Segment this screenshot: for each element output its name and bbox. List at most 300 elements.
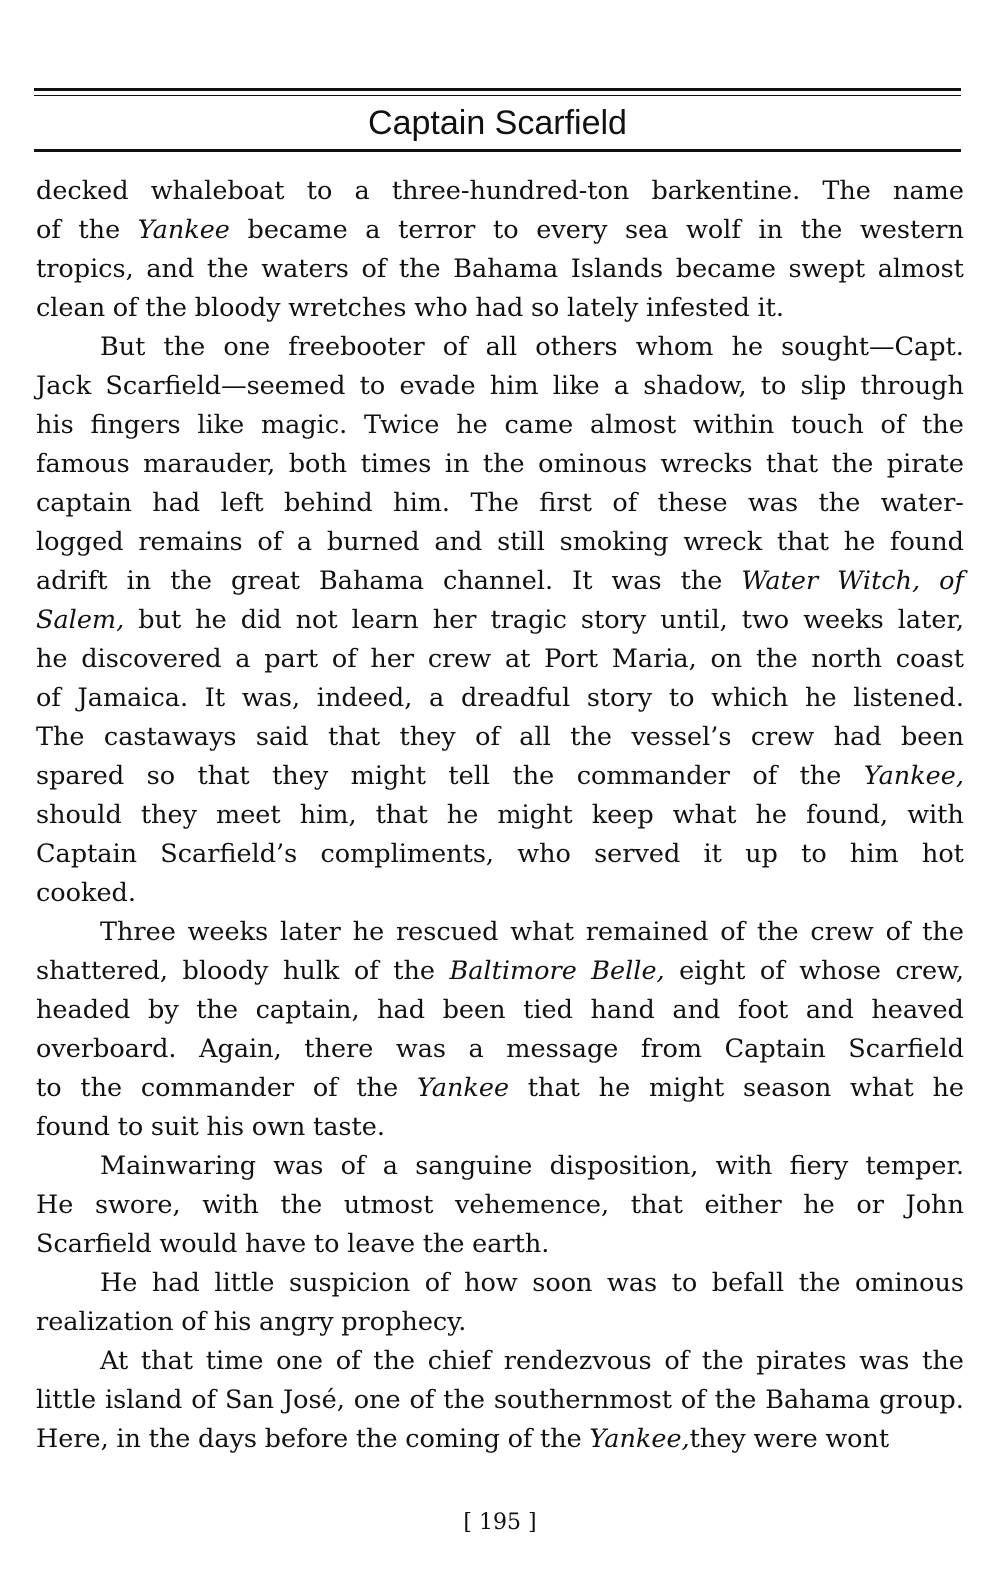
- word: castaways: [103, 722, 237, 752]
- word: suspicion: [288, 1268, 411, 1298]
- word: shadow,: [643, 371, 747, 401]
- word: coming: [405, 1424, 500, 1454]
- word: Belle,: [591, 956, 665, 986]
- word: evade: [399, 371, 476, 401]
- text-line: [36, 718, 964, 757]
- word: of: [720, 917, 746, 947]
- word: to: [668, 683, 695, 713]
- word: José,: [282, 1385, 345, 1415]
- text-line: [36, 1069, 964, 1108]
- word: swept: [788, 254, 866, 284]
- word: to: [306, 176, 333, 206]
- word: was: [747, 488, 799, 518]
- word: to: [359, 371, 386, 401]
- word: The: [36, 722, 85, 752]
- word: through: [860, 371, 964, 401]
- word: became: [247, 215, 348, 245]
- word: days: [198, 1424, 258, 1454]
- word: later,: [897, 605, 964, 635]
- word: sanguine: [415, 1151, 533, 1181]
- word: the: [373, 1346, 415, 1376]
- word: the: [818, 488, 861, 518]
- word: Bahama: [319, 566, 424, 596]
- word: left: [220, 488, 264, 518]
- word: or: [856, 1190, 884, 1220]
- word: great: [230, 566, 301, 596]
- text-line: [36, 445, 964, 484]
- word: leave: [347, 1229, 416, 1259]
- word: Yankee: [137, 215, 230, 245]
- word: the: [831, 449, 874, 479]
- word: Islands: [570, 254, 664, 284]
- word: of: [361, 254, 387, 284]
- running-head: Captain Scarfield: [368, 104, 627, 142]
- word: that: [630, 1190, 683, 1220]
- header-rule-top: [34, 88, 961, 91]
- word: bloody: [182, 956, 269, 986]
- word: to: [36, 1073, 62, 1103]
- word: decked: [36, 176, 129, 206]
- text-line: [36, 289, 964, 328]
- word: might: [648, 1073, 725, 1103]
- word: commander: [140, 1073, 295, 1103]
- word: one: [276, 1346, 324, 1376]
- word: island: [104, 1385, 183, 1415]
- word: waters: [261, 254, 349, 284]
- word: others: [535, 332, 618, 362]
- word: wont: [825, 1424, 890, 1454]
- word: was: [273, 1151, 324, 1181]
- word: he: [446, 800, 479, 830]
- word: it: [703, 839, 722, 869]
- word: remained: [585, 917, 709, 947]
- word: to: [117, 1112, 144, 1142]
- word: pirate: [886, 449, 964, 479]
- word: the: [148, 1424, 191, 1454]
- word: the: [798, 1268, 841, 1298]
- word: the: [170, 566, 212, 596]
- page-number: [ 195 ]: [463, 1510, 537, 1535]
- word: the: [799, 761, 842, 791]
- word: behind: [284, 488, 373, 518]
- word: barkentine.: [651, 176, 801, 206]
- word: San: [224, 1385, 275, 1415]
- word: the: [393, 956, 435, 986]
- word: angry: [259, 1307, 334, 1337]
- word: to: [492, 215, 519, 245]
- word: Maria,: [611, 644, 697, 674]
- word: fiery: [789, 1151, 849, 1181]
- text-line: [36, 523, 964, 562]
- word: of: [181, 1307, 207, 1337]
- header-rule-bottom: [34, 149, 961, 152]
- word: her: [432, 605, 477, 635]
- text-line: [36, 406, 964, 445]
- word: like: [552, 371, 600, 401]
- word: the: [755, 644, 798, 674]
- word: before: [264, 1424, 349, 1454]
- word: of: [191, 1385, 217, 1415]
- word: how: [464, 1268, 518, 1298]
- word: what: [510, 917, 574, 947]
- text-line: [36, 1147, 964, 1186]
- text-line: [36, 250, 964, 289]
- word: still: [497, 527, 545, 557]
- word: the: [680, 566, 723, 596]
- word: they: [689, 1424, 746, 1454]
- word: touch: [791, 410, 864, 440]
- word: wrecks: [660, 449, 753, 479]
- word: shattered,: [36, 956, 169, 986]
- word: that: [197, 761, 250, 791]
- word: of: [759, 956, 785, 986]
- word: that: [328, 722, 381, 752]
- word: in: [444, 449, 470, 479]
- word: clean: [36, 293, 106, 323]
- word: crew,: [895, 956, 964, 986]
- word: hand: [590, 995, 655, 1025]
- word: rescued: [395, 917, 499, 947]
- word: been: [442, 995, 506, 1025]
- word: Twice: [363, 410, 440, 440]
- word: that: [527, 1073, 580, 1103]
- word: crew: [750, 722, 815, 752]
- word: own: [251, 1112, 306, 1142]
- body-text: [36, 172, 964, 1459]
- word: pirates: [756, 1346, 847, 1376]
- text-line: [36, 601, 964, 640]
- word: the: [398, 254, 441, 284]
- text-line: [36, 952, 964, 991]
- word: of: [680, 1385, 706, 1415]
- word: was: [607, 1268, 658, 1298]
- word: a: [468, 1034, 484, 1064]
- word: story: [586, 683, 653, 713]
- word: served: [594, 839, 681, 869]
- word: whose: [799, 956, 881, 986]
- text-line: [36, 1342, 964, 1381]
- text-line: [36, 796, 964, 835]
- text-line: [36, 757, 964, 796]
- text-line: [36, 1264, 964, 1303]
- word: the: [540, 1424, 582, 1454]
- word: a: [235, 644, 251, 674]
- word: The: [822, 176, 871, 206]
- word: they: [272, 761, 329, 791]
- word: from: [640, 1034, 703, 1064]
- word: Yankee: [416, 1073, 510, 1103]
- word: the: [280, 1190, 323, 1220]
- word: to: [801, 839, 827, 869]
- word: tied: [523, 995, 573, 1025]
- word: the: [482, 449, 525, 479]
- word: within: [693, 410, 775, 440]
- word: remains: [138, 527, 243, 557]
- word: tragic: [490, 605, 567, 635]
- word: the: [512, 761, 555, 791]
- word: became: [675, 254, 776, 284]
- word: But: [100, 332, 146, 362]
- text-line: [36, 328, 964, 367]
- word: John: [905, 1190, 964, 1220]
- word: times: [360, 449, 432, 479]
- word: vessel’s: [631, 722, 732, 752]
- word: infested: [645, 293, 750, 323]
- text-line: [36, 211, 964, 250]
- word: not: [295, 605, 338, 635]
- word: season: [743, 1073, 832, 1103]
- word: hot: [921, 839, 964, 869]
- word: to: [671, 1268, 698, 1298]
- word: of: [36, 683, 61, 713]
- word: cooked.: [36, 878, 136, 908]
- word: burned: [326, 527, 420, 557]
- word: might: [350, 761, 426, 791]
- word: of: [442, 332, 468, 362]
- word: in: [126, 566, 152, 596]
- word: The: [470, 488, 519, 518]
- word: Yankee,: [589, 1424, 690, 1454]
- word: sought—Capt.: [781, 332, 964, 362]
- word: It: [204, 683, 226, 713]
- word: but: [138, 605, 182, 635]
- word: Water: [741, 566, 819, 596]
- word: that: [776, 527, 830, 557]
- word: Bahama: [453, 254, 559, 284]
- word: of: [112, 293, 138, 323]
- text-line: [36, 991, 964, 1030]
- word: later: [279, 917, 341, 947]
- word: he: [803, 1190, 835, 1220]
- word: had: [377, 995, 426, 1025]
- word: they: [399, 722, 456, 752]
- text-line: [36, 1186, 964, 1225]
- text-line: [36, 913, 964, 952]
- word: of: [424, 1268, 450, 1298]
- word: he: [843, 527, 876, 557]
- word: bloody: [194, 293, 281, 323]
- text-line: [36, 1225, 964, 1264]
- word: swore,: [94, 1190, 181, 1220]
- word: was: [395, 1034, 446, 1064]
- word: Captain: [724, 1034, 826, 1064]
- word: Scarfield: [848, 1034, 964, 1064]
- word: Here,: [36, 1424, 109, 1454]
- word: indeed,: [316, 683, 413, 713]
- word: they: [140, 800, 197, 830]
- word: at: [504, 644, 531, 674]
- word: vehemence,: [454, 1190, 610, 1220]
- word: tropics,: [36, 254, 134, 284]
- word: spared: [36, 761, 125, 791]
- word: story: [580, 605, 647, 635]
- word: weeks: [803, 605, 884, 635]
- text-line: [36, 1030, 964, 1069]
- word: and: [434, 527, 483, 557]
- word: there: [304, 1034, 374, 1064]
- word: Jamaica.: [77, 683, 189, 713]
- word: in: [758, 215, 783, 245]
- word: channel.: [443, 566, 554, 596]
- word: him.: [393, 488, 451, 518]
- word: of: [331, 644, 357, 674]
- word: two: [741, 605, 790, 635]
- word: foot: [737, 995, 789, 1025]
- word: he: [731, 332, 764, 362]
- word: compliments,: [320, 839, 495, 869]
- word: he: [456, 410, 488, 440]
- word: what: [672, 800, 737, 830]
- word: him,: [299, 800, 357, 830]
- word: a: [429, 683, 445, 713]
- text-line: [36, 640, 964, 679]
- word: all: [519, 722, 551, 752]
- word: time: [205, 1346, 264, 1376]
- word: of: [312, 1073, 338, 1103]
- word: heaved: [871, 995, 964, 1025]
- word: terror: [398, 215, 476, 245]
- word: It: [572, 566, 593, 596]
- word: found,: [806, 800, 889, 830]
- word: coast: [895, 644, 964, 674]
- word: Scarfield—seemed: [105, 371, 346, 401]
- word: the: [80, 1073, 123, 1103]
- word: befall: [711, 1268, 785, 1298]
- word: came: [504, 410, 574, 440]
- word: headed: [36, 995, 131, 1025]
- word: he: [352, 917, 385, 947]
- word: of: [612, 488, 638, 518]
- word: almost: [590, 410, 677, 440]
- text-line: [36, 562, 964, 601]
- word: logged: [36, 527, 124, 557]
- text-line: [36, 1381, 964, 1420]
- word: famous: [36, 449, 130, 479]
- word: he: [36, 644, 68, 674]
- word: the: [443, 1385, 485, 1415]
- word: to: [760, 371, 787, 401]
- word: that: [140, 1346, 194, 1376]
- word: of: [36, 215, 61, 245]
- word: have: [245, 1229, 307, 1259]
- word: one: [223, 332, 271, 362]
- word: southernmost: [493, 1385, 672, 1415]
- word: the: [163, 332, 206, 362]
- word: the: [922, 410, 964, 440]
- word: might: [497, 800, 573, 830]
- header-rule-thin: [34, 95, 961, 96]
- word: smoking: [559, 527, 669, 557]
- word: a: [365, 215, 381, 245]
- word: these: [657, 488, 728, 518]
- word: the: [356, 1073, 399, 1103]
- word: temper.: [865, 1151, 964, 1181]
- word: of: [335, 1346, 361, 1376]
- word: Again,: [199, 1034, 282, 1064]
- word: found: [890, 527, 964, 557]
- word: taste.: [312, 1112, 385, 1142]
- word: his: [206, 1112, 245, 1142]
- word: crew: [810, 917, 874, 947]
- word: did: [240, 605, 282, 635]
- word: was,: [241, 683, 301, 713]
- word: Salem,: [36, 605, 125, 635]
- word: prophecy.: [341, 1307, 467, 1337]
- word: lately: [567, 293, 639, 323]
- word: hulk: [282, 956, 340, 986]
- text-line: [36, 679, 964, 718]
- word: that: [375, 800, 428, 830]
- word: He: [36, 1190, 74, 1220]
- word: he: [805, 683, 837, 713]
- word: was: [859, 1346, 910, 1376]
- word: that: [765, 449, 819, 479]
- word: Three: [100, 917, 176, 947]
- word: the: [701, 1346, 744, 1376]
- word: was: [611, 566, 662, 596]
- word: western: [859, 215, 964, 245]
- word: magic.: [260, 410, 348, 440]
- word: every: [536, 215, 608, 245]
- word: both: [288, 449, 348, 479]
- word: discovered: [81, 644, 222, 674]
- word: what: [850, 1073, 914, 1103]
- word: the: [714, 1385, 757, 1415]
- word: suit: [150, 1112, 199, 1142]
- word: the: [422, 1229, 465, 1259]
- word: part: [264, 644, 319, 674]
- word: had: [152, 488, 201, 518]
- word: meet: [216, 800, 281, 830]
- word: up: [745, 839, 778, 869]
- word: group.: [879, 1385, 964, 1415]
- word: in: [116, 1424, 141, 1454]
- word: who: [517, 839, 571, 869]
- word: listened.: [853, 683, 964, 713]
- word: of: [752, 761, 778, 791]
- word: utmost: [343, 1190, 434, 1220]
- word: and: [672, 995, 721, 1025]
- word: the: [78, 215, 121, 245]
- word: with: [907, 800, 964, 830]
- word: of: [340, 1151, 366, 1181]
- word: north: [811, 644, 883, 674]
- word: overboard.: [36, 1034, 177, 1064]
- word: adrift: [36, 566, 108, 596]
- word: Witch,: [837, 566, 921, 596]
- word: water-: [880, 488, 964, 518]
- word: a: [613, 371, 630, 401]
- word: Scarfield: [36, 1229, 152, 1259]
- word: ominous: [538, 449, 648, 479]
- word: sea: [625, 215, 669, 245]
- word: either: [704, 1190, 782, 1220]
- word: would: [159, 1229, 238, 1259]
- word: rendezvous: [503, 1346, 652, 1376]
- word: Yankee,: [863, 761, 964, 791]
- word: found: [36, 1112, 110, 1142]
- text-line: [36, 874, 964, 913]
- word: three-hundred-ton: [391, 176, 630, 206]
- word: whom: [635, 332, 714, 362]
- text-line: [36, 835, 964, 874]
- word: Jack: [36, 371, 92, 401]
- text-line: [36, 172, 964, 211]
- text-line: [36, 367, 964, 406]
- word: Mainwaring: [100, 1151, 257, 1181]
- text-line: [36, 1108, 964, 1147]
- word: to: [313, 1229, 340, 1259]
